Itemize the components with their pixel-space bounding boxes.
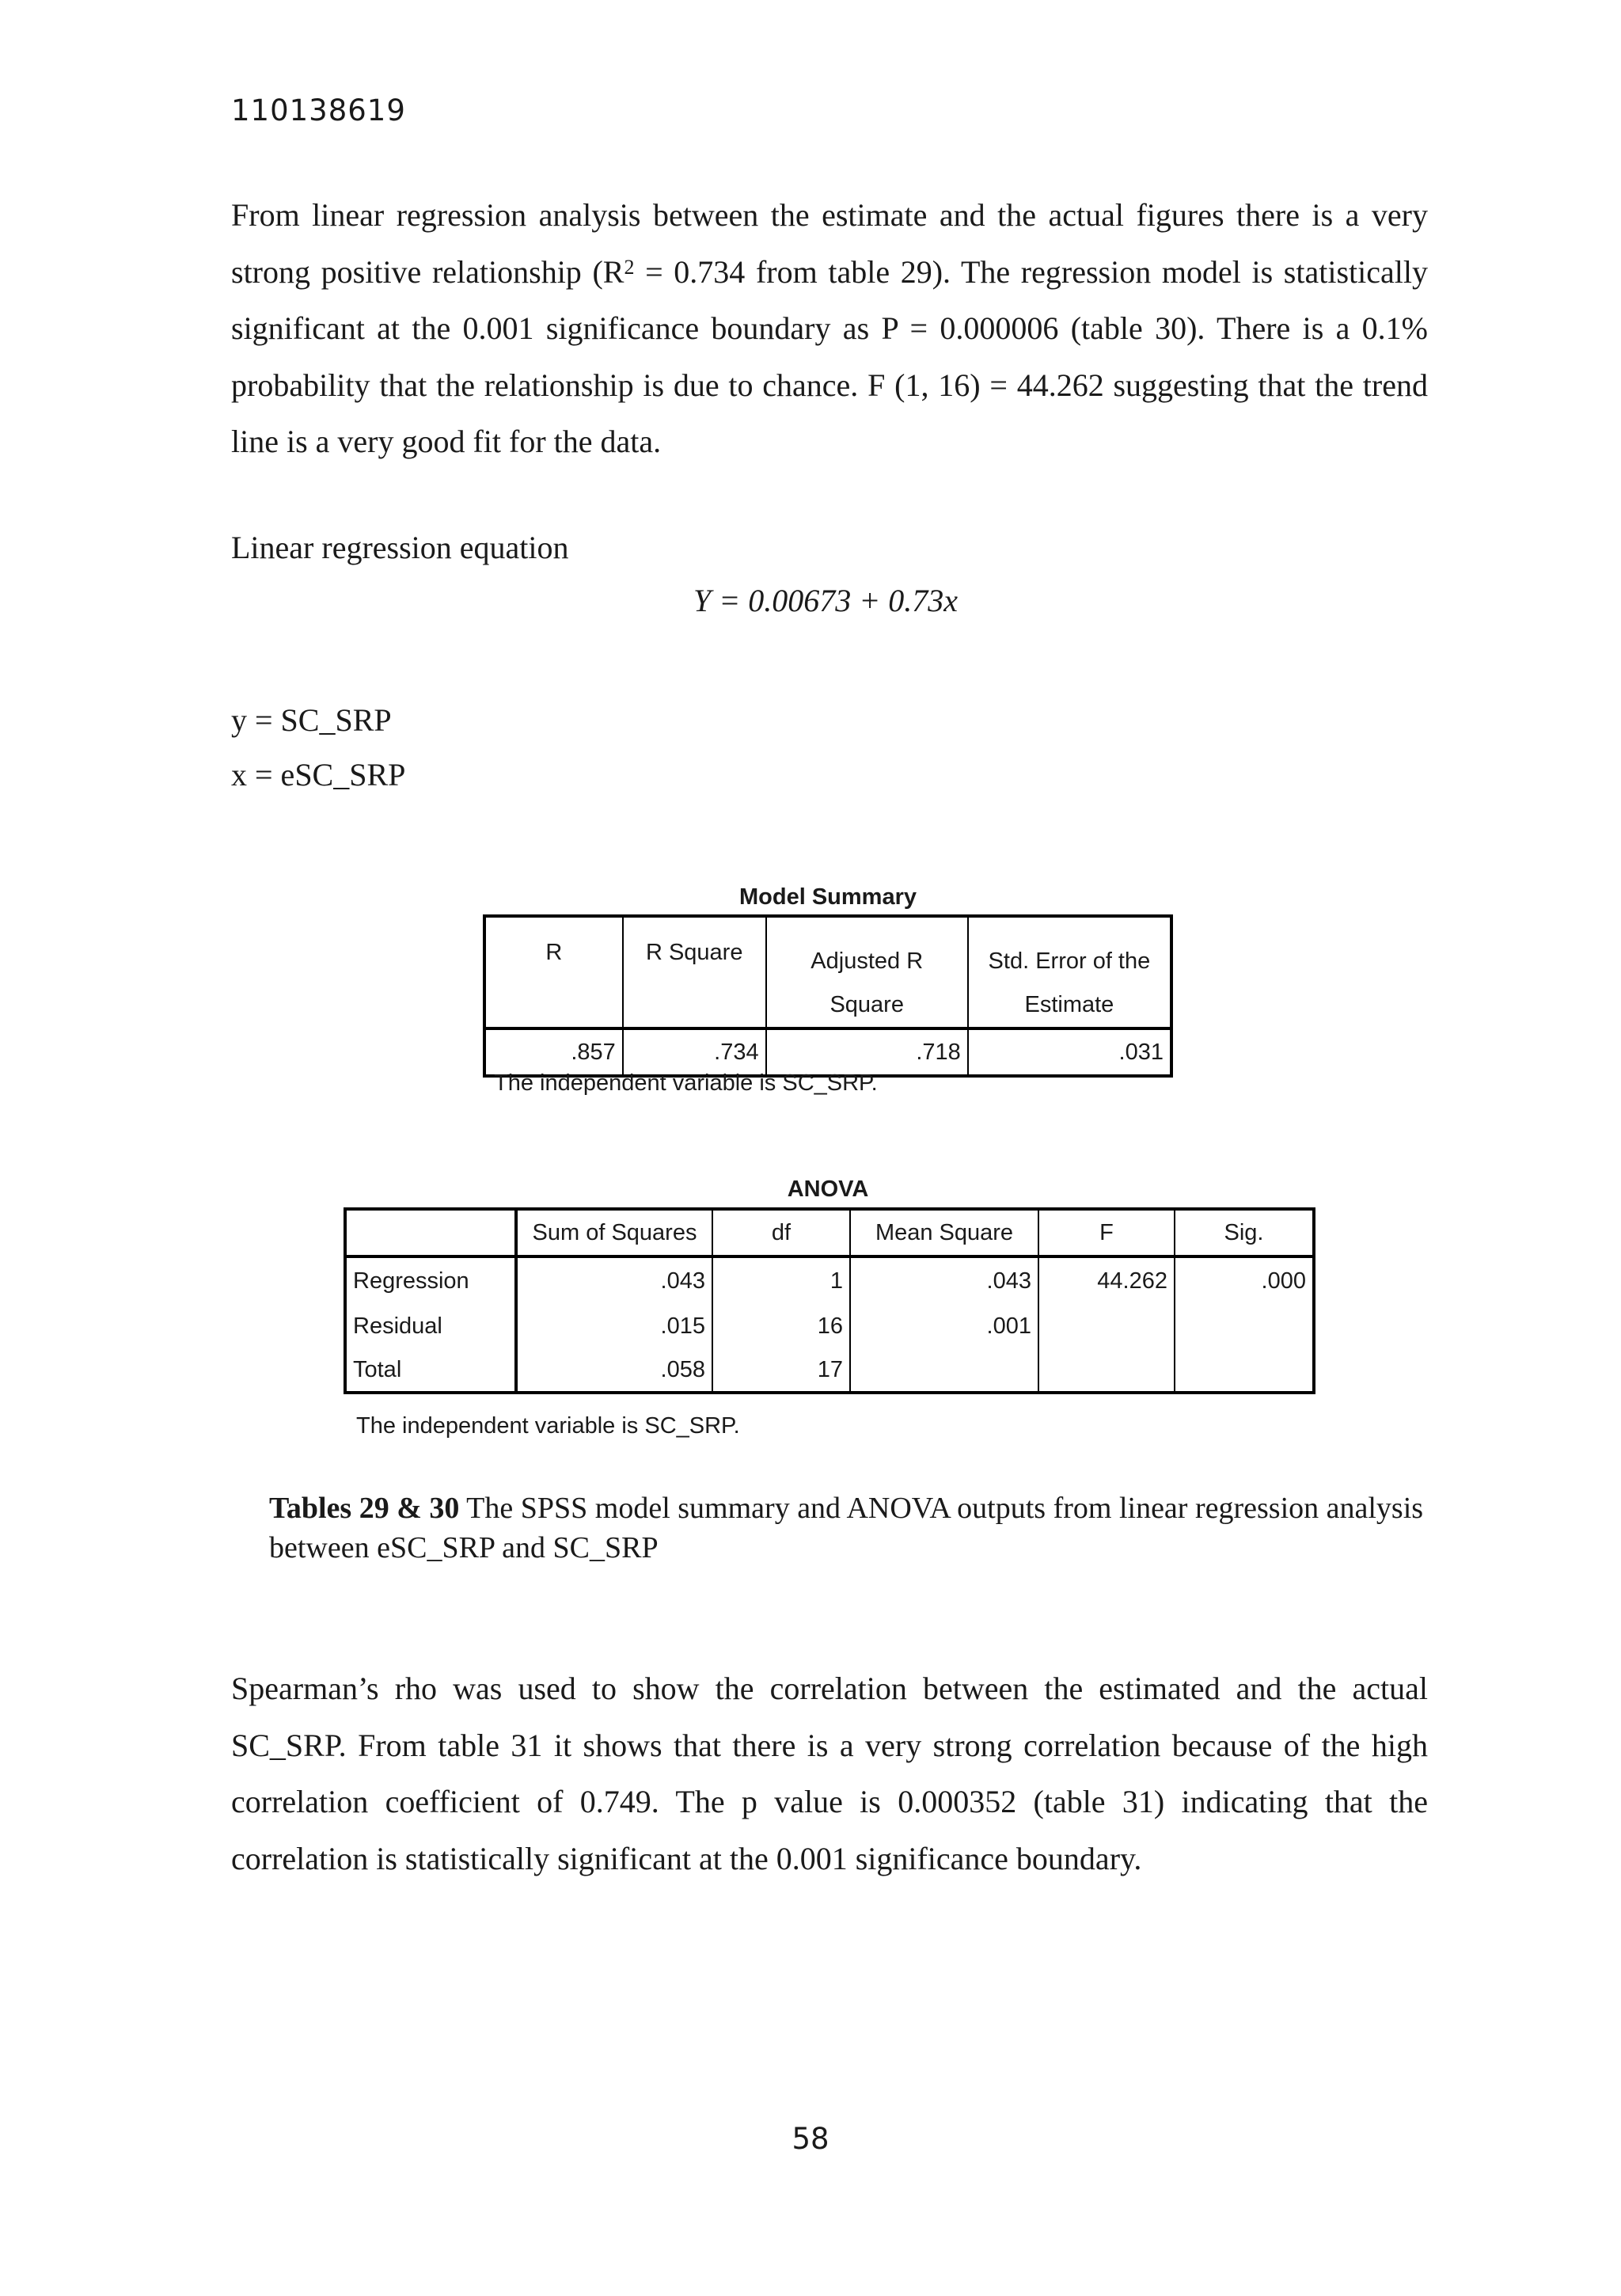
header-std-error	[968, 916, 1171, 1028]
equation-label: Linear regression equation	[231, 530, 569, 565]
anova-header-sig: Sig.	[1224, 1219, 1264, 1245]
regression-equation: Y = 0.00673 + 0.73x	[693, 583, 958, 618]
model-summary-table	[483, 914, 1173, 1078]
value-std-error: .031	[1118, 1039, 1164, 1065]
value-r-square: .734	[623, 1028, 766, 1076]
anova-cell-f	[1038, 1304, 1175, 1348]
anova-header-blank	[345, 1209, 516, 1256]
anova-cell-f: 44.262	[1038, 1256, 1175, 1304]
x-definition: x = eSC_SRP	[231, 757, 406, 793]
anova-cell-ss: .043	[516, 1256, 712, 1304]
paragraph-spearman: Spearman’s rho was used to show the correlation between the estimated and the actual SC_SRP. From table 31 it shows that there is a very strong correlation because of the high correlation coefficient of 0.749. The p value is 0.000352 (table 31) indicating that the correlation is statistically significant at the 0.001 significance boundary.	[231, 1671, 1428, 1876]
p1-text-a: From linear regression analysis between the estimate and the actual figures there is a very strong positive relationship (R	[231, 197, 1428, 290]
anova-cell-ms	[850, 1348, 1038, 1393]
caption-text: The SPSS model summary and ANOVA outputs from linear regression analysis between eSC_SRP and SC_SRP	[269, 1492, 1424, 1564]
model-summary-footnote: The independent variable is SC_SRP.	[494, 1070, 878, 1096]
anova-cell-sig	[1175, 1304, 1314, 1348]
header-std-error-line2: Estimate	[1024, 992, 1114, 1017]
model-summary-title: Model Summary	[739, 884, 917, 910]
anova-cell-f	[1038, 1348, 1175, 1393]
header-adjusted-r-line2: Square	[829, 992, 904, 1017]
anova-row-total	[345, 1348, 1314, 1393]
header-std-error-line1: Std. Error of the	[988, 948, 1151, 974]
anova-header-sum-of-squares: Sum of Squares	[516, 1209, 712, 1256]
student-id: 110138619	[231, 93, 406, 127]
anova-cell-df: 17	[712, 1348, 850, 1393]
anova-cell-ms: .001	[850, 1304, 1038, 1348]
anova-row-label: Regression	[345, 1256, 516, 1304]
anova-header-row	[345, 1209, 1314, 1256]
anova-row-label: Total	[345, 1348, 516, 1393]
anova-header-mean-square: Mean Square	[850, 1209, 1038, 1256]
anova-title: ANOVA	[787, 1177, 869, 1202]
anova-cell-ss: .015	[516, 1304, 712, 1348]
paragraph-regression	[231, 187, 1428, 470]
caption-label: Tables 29 & 30	[269, 1492, 460, 1525]
anova-cell-df: 16	[712, 1304, 850, 1348]
value-r: .857	[484, 1028, 623, 1076]
anova-cell-sig	[1175, 1348, 1314, 1393]
y-definition: y = SC_SRP	[231, 702, 392, 738]
anova-cell-ss: .058	[516, 1348, 712, 1393]
anova-cell-df: 1	[712, 1256, 850, 1304]
anova-table	[344, 1207, 1315, 1394]
page-number: 58	[792, 2122, 829, 2156]
value-adjusted-r-square: .718	[766, 1028, 968, 1076]
header-adjusted-r-line1: Adjusted R	[810, 948, 924, 974]
table-caption	[269, 1488, 1428, 1568]
model-summary-header-row	[484, 916, 1171, 1028]
header-r: R	[484, 916, 623, 1028]
p1-text-b: = 0.734 from table 29). The regression model is statistically significant at the 0.001 significance boundary as P = 0.000006 (table 30). There is a 0.1% probability that the relationship is due to chance. F (1, 16) = 44.262 suggesting that the trend line is a very good fit for the data.	[231, 253, 1428, 459]
model-summary-value-row	[484, 1028, 1171, 1076]
anova-cell-sig: .000	[1261, 1268, 1306, 1294]
anova-row-regression	[345, 1256, 1314, 1304]
anova-cell-ms: .043	[850, 1256, 1038, 1304]
header-r-square: R Square	[623, 916, 766, 1028]
anova-row-residual	[345, 1304, 1314, 1348]
anova-footnote: The independent variable is SC_SRP.	[356, 1413, 740, 1439]
anova-header-df: df	[712, 1209, 850, 1256]
anova-row-label: Residual	[345, 1304, 516, 1348]
header-adjusted-r-square	[766, 916, 968, 1028]
p1-superscript: 2	[624, 255, 635, 279]
anova-header-f: F	[1038, 1209, 1175, 1256]
